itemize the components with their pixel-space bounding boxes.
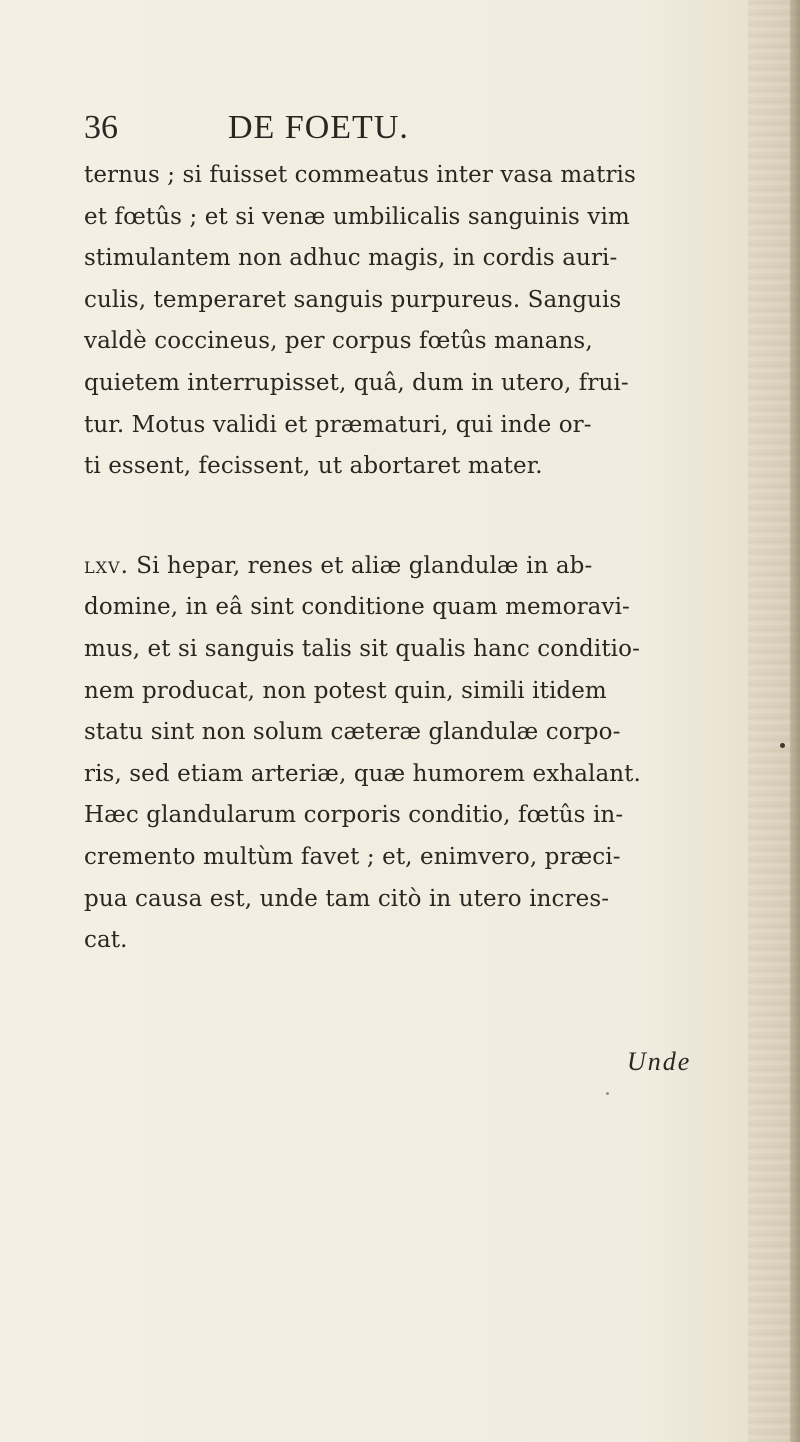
first-line-text: Si hepar, renes et aliæ glandulæ in ab- [128, 552, 593, 579]
binding-edge [790, 0, 800, 1442]
catchword: Unde [627, 1047, 692, 1076]
text-line: cremento multùm favet ; et, enimvero, præci- [84, 843, 621, 870]
text-line: ris, sed etiam arteriæ, quæ humorem exhalant. [84, 760, 641, 787]
text-line: valdè coccineus, per corpus fœtûs manans, [84, 328, 593, 355]
text-line: tur. Motus validi et præmaturi, qui inde or- [84, 411, 592, 438]
text-line: domine, in eâ sint conditione quam memoravi- [84, 594, 630, 621]
text-line-first [84, 546, 714, 588]
text-line: ti essent, fecissent, ut abortaret mater. [84, 453, 543, 480]
paragraph-gap [84, 488, 714, 546]
text-line: nem producat, non potest quin, simili itidem [84, 677, 607, 704]
text-line: stimulantem non adhuc magis, in cordis auri- [84, 245, 618, 272]
ink-speck [606, 1092, 609, 1095]
text-line: Hæc glandularum corporis conditio, fœtûs in- [84, 802, 624, 829]
text-line: mus, et si sanguis talis sit qualis hanc conditio- [84, 635, 640, 662]
page-header [84, 108, 564, 148]
paragraph-1 [84, 155, 714, 488]
text-line: culis, temperaret sanguis purpureus. Sanguis [84, 286, 622, 313]
text-line: pua causa est, unde tam citò in utero incres- [84, 885, 610, 912]
running-title: DE FOETU. [228, 109, 409, 146]
text-line: cat. [84, 927, 128, 954]
section-number: lxv. [84, 552, 129, 579]
page-number: 36 [84, 109, 118, 146]
text-line: quietem interrupisset, quâ, dum in utero, frui- [84, 369, 629, 396]
text-line: et fœtûs ; et si venæ umbilicalis sanguinis vim [84, 203, 630, 230]
text-line: statu sint non solum cæteræ glandulæ corpo- [84, 719, 621, 746]
body-text [84, 155, 714, 962]
ink-speck [780, 743, 785, 748]
paragraph-2 [84, 546, 714, 962]
text-line: ternus ; si fuisset commeatus inter vasa matris [84, 162, 636, 188]
